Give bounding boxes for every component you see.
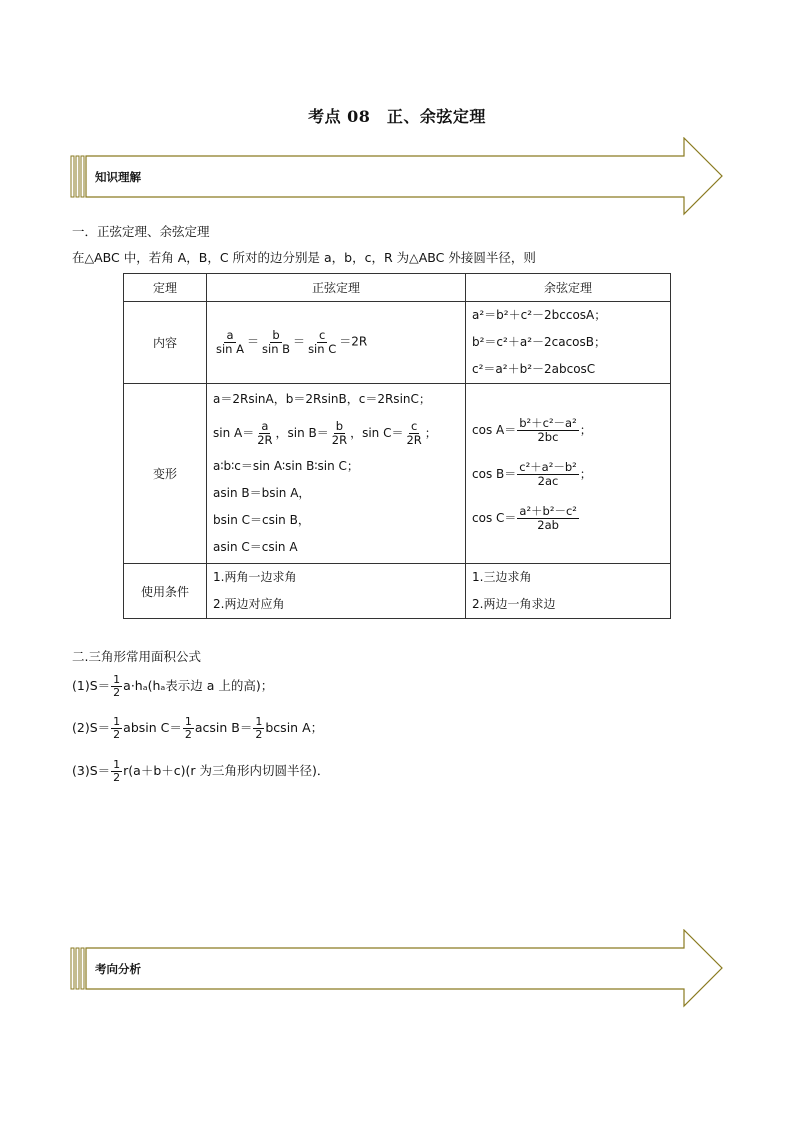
fraction: $\frac{\text{b²＋c²－a²}}{2bc}$ (519, 415, 577, 444)
table-header-row (124, 274, 671, 302)
row-label: 内容 (124, 302, 207, 384)
formula-line: sin A＝ $\frac{a}{2R}$ ，sin B＝ $\frac{b}{2R}$ ，sin C＝ $\frac{c}{2R}$ ； (213, 419, 437, 447)
formula-line: b²＝c²＋a²－2cacosB； (472, 335, 607, 349)
fraction: $\frac{1}{2}$ (184, 715, 192, 742)
header-cell: 定理 (124, 274, 207, 302)
formula-line: cos B＝ $\frac{\text{c²＋a²－b²}}{2ac}$ ； (472, 459, 592, 488)
area-formula-3: (3)S＝ $\frac{1}{2}$ r(a＋b＋c)(r 为三角形内切圆半径)． (72, 758, 330, 785)
formula-line: cos C＝ $\frac{\text{a²＋b²－c²}}{2ab}$ (472, 503, 577, 532)
theorem-table (123, 273, 671, 619)
formula-line: a＝2RsinA，b＝2RsinB，c＝2RsinC； (213, 392, 431, 406)
fraction: $\frac{1}{2}$ (255, 715, 263, 742)
page-title: 考点 08 正、余弦定理 (308, 107, 486, 126)
area-formula-2: (2)S＝ $\frac{1}{2}$ absin C＝ $\frac{1}{2}$ acsin B＝ $\frac{1}{2}$ bcsin A； (72, 715, 324, 742)
header-cell: 正弦定理 (207, 274, 466, 302)
fraction: $\frac{\text{a²＋b²－c²}}{2ab}$ (519, 503, 577, 532)
fraction: $\frac{a}{2R}$ (257, 419, 273, 447)
section-label: 考向分析 (95, 962, 141, 976)
cosine-law-formulas (466, 302, 671, 384)
header-cell: 余弦定理 (466, 274, 671, 302)
arrow-banner-icon (70, 929, 725, 1009)
fraction: $\frac{1}{2}$ (113, 673, 121, 700)
fraction: $\frac{\text{c²＋a²－b²}}{2ac}$ (519, 459, 577, 488)
condition-line: 2.两边一角求边 (472, 597, 556, 611)
sine-law-formula: $\frac{a}{\text{sin A}}$ ＝ $\frac{b}{\text{sin B}}$ ＝ $\frac{c}{\text{sin C}}$ ＝2R (207, 302, 466, 384)
formula-line: asin B＝bsin A， (213, 486, 311, 500)
section-banner-analysis (70, 929, 725, 1009)
formula-line: asin C＝csin A (213, 540, 298, 554)
condition-line: 1.两角一边求角 (213, 570, 297, 584)
area-formula-1: (1)S＝ $\frac{1}{2}$ a·hₐ(hₐ表示边 a 上的高)； (72, 673, 274, 700)
cosine-conditions (466, 564, 671, 619)
section-banner-knowledge (70, 137, 725, 217)
table-row-transform (124, 384, 671, 564)
formula-line: a∶b∶c＝sin A∶sin B∶sin C； (213, 459, 359, 473)
formula-line: bsin C＝csin B， (213, 513, 310, 527)
section-label: 知识理解 (95, 170, 141, 184)
arrow-banner-icon (70, 137, 725, 217)
fraction: $\frac{1}{2}$ (113, 758, 121, 785)
formula-line: cos A＝ $\frac{\text{b²＋c²－a²}}{2bc}$ ； (472, 415, 592, 444)
cosine-law-variants (466, 384, 671, 564)
sine-conditions (207, 564, 466, 619)
formula-line: a²＝b²＋c²－2bccosA； (472, 308, 607, 322)
fraction: $\frac{b}{2R}$ (331, 419, 348, 447)
row-label: 变形 (124, 384, 207, 564)
heading-sine-cosine: 一．正弦定理、余弦定理 (72, 224, 210, 239)
fraction: $\frac{1}{2}$ (113, 715, 121, 742)
fraction: $\frac{c}{2R}$ (406, 419, 422, 447)
fraction: $\frac{c}{\text{sin C}}$ (308, 328, 337, 356)
intro-text: 在△ABC 中，若角 A，B，C 所对的边分别是 a，b，c，R 为△ABC 外接圆半径，则 (72, 250, 536, 265)
formula-line: c²＝a²＋b²－2abcosC (472, 362, 596, 376)
heading-area-formulas: 二.三角形常用面积公式 (72, 649, 201, 664)
fraction: $\frac{a}{\text{sin A}}$ (216, 328, 244, 356)
fraction: $\frac{b}{\text{sin B}}$ (262, 328, 291, 356)
condition-line: 2.两边对应角 (213, 597, 285, 611)
condition-line: 1.三边求角 (472, 570, 532, 584)
sine-law-variants (207, 384, 466, 564)
row-label: 使用条件 (124, 564, 207, 619)
table-row-condition (124, 564, 671, 619)
table-row-content (124, 302, 671, 384)
